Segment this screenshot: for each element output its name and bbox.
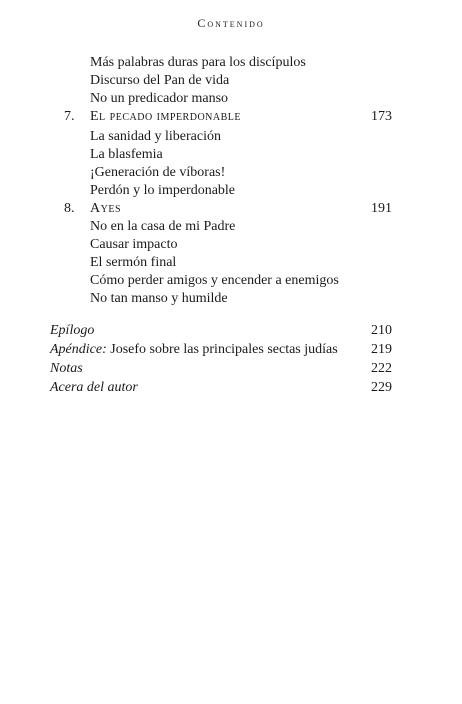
chapter-page-number: 173 — [371, 109, 392, 124]
toc-section-item[interactable]: Más palabras duras para los discípulos — [90, 55, 306, 70]
toc-section-item[interactable]: No tan manso y humilde — [90, 291, 228, 306]
back-matter-page-number: 229 — [371, 380, 392, 395]
toc-section-item[interactable]: El sermón final — [90, 255, 177, 270]
toc-section-item[interactable]: La sanidad y liberación — [90, 129, 222, 144]
chapter-number: 7. — [64, 109, 75, 124]
toc-section-item[interactable]: Cómo perder amigos y encender a enemigos — [90, 273, 339, 288]
back-matter-title: Acera del autor — [50, 380, 138, 395]
back-matter-page-number: 222 — [371, 361, 392, 376]
chapter-page-number: 191 — [371, 201, 392, 216]
back-matter-title: Epílogo — [50, 323, 95, 338]
back-matter-page-number: 219 — [371, 342, 392, 357]
toc-section-item[interactable]: Causar impacto — [90, 237, 178, 252]
chapter-title: Ayes — [90, 201, 122, 216]
running-head: Contenido — [197, 16, 265, 30]
back-matter-title-italic: Apéndice: — [50, 342, 107, 357]
toc-section-item[interactable]: No un predicador manso — [90, 91, 229, 106]
back-matter-page-number: 210 — [371, 323, 392, 338]
back-matter-title — [50, 341, 338, 359]
back-matter-title-rest: Josefo sobre las principales sectas judías — [106, 342, 338, 357]
back-matter-title: Notas — [50, 361, 83, 376]
chapter-title: El pecado imperdonable — [90, 109, 241, 124]
toc-section-item[interactable]: ¡Generación de víboras! — [90, 165, 226, 180]
toc-section-item[interactable]: Perdón y lo imperdonable — [90, 183, 236, 198]
toc-section-item[interactable]: No en la casa de mi Padre — [90, 219, 236, 234]
toc-section-item[interactable]: La blasfemia — [90, 147, 163, 162]
chapter-number: 8. — [64, 201, 75, 216]
toc-section-item[interactable]: Discurso del Pan de vida — [90, 73, 230, 88]
